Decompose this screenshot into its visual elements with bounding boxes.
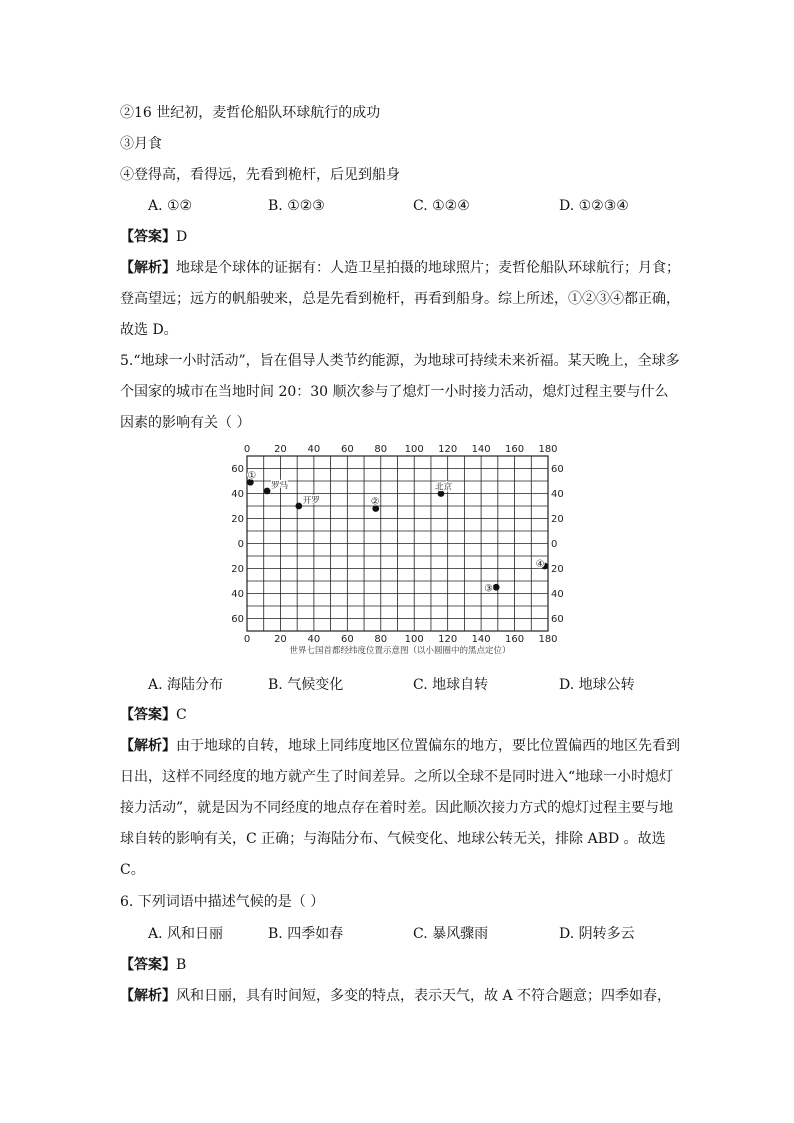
answer-value: C bbox=[176, 707, 187, 723]
q5-answer bbox=[120, 705, 187, 725]
analysis-text: 由于地球的自转，地球上同纬度地区位置偏东的地方，要比位置偏西的地区先看到日出，这样不同经度的地方就产生了时间差异。之所以全球不是同时进入“地球一小时熄灯接力活动”，就是因为不同经度的地点存在着时差。因此顺次接力方式的熄灯过程主要与地球自转的影响有关，C 正确；与海陆分布、气候变化、地球公转无关，排除 ABD 。故选 C。 bbox=[120, 738, 680, 878]
answer-tag: 【答案】 bbox=[120, 707, 176, 723]
lon-tick-bottom: 160 bbox=[505, 634, 525, 645]
q5-analysis bbox=[120, 731, 680, 886]
q6-analysis bbox=[120, 986, 671, 1006]
capital-label: ② bbox=[370, 496, 380, 508]
answer-value: D bbox=[176, 229, 188, 245]
lon-tick-top: 180 bbox=[538, 444, 558, 455]
answer-value: B bbox=[176, 957, 187, 973]
capital-label: ③ bbox=[484, 583, 494, 595]
lon-tick-top: 120 bbox=[438, 444, 458, 455]
map-grid bbox=[247, 456, 548, 631]
q4-option-c: C. ①②④ bbox=[413, 198, 470, 214]
lat-tick-right: 60 bbox=[551, 464, 564, 475]
q6-stem: 6. 下列词语中描述气候的是（ ） bbox=[120, 894, 325, 910]
lon-tick-top: 100 bbox=[404, 444, 424, 455]
lon-tick-top: 160 bbox=[505, 444, 525, 455]
lon-tick-bottom: 0 bbox=[243, 634, 251, 645]
lat-tick-right: 40 bbox=[551, 589, 564, 600]
lon-tick-bottom: 180 bbox=[538, 634, 558, 645]
world-capitals-map bbox=[228, 440, 573, 658]
lon-tick-bottom: 120 bbox=[438, 634, 458, 645]
lon-tick-bottom: 40 bbox=[307, 634, 321, 645]
capital-label: 罗马 bbox=[271, 481, 289, 491]
lon-tick-top: 0 bbox=[243, 444, 251, 455]
q5-stem: 5.“地球一小时活动”，旨在倡导人类节约能源，为地球可持续未来祈福。某天晚上，全球多个国家的城市在当地时间 20：30 顺次参与了熄灯一小时接力活动，熄灯过程主要与什么因素的影响有关（ ） bbox=[120, 353, 680, 431]
analysis-text: 风和日丽，具有时间短，多变的特点，表示天气，故 A 不符合题意；四季如春， bbox=[176, 988, 672, 1004]
lon-tick-bottom: 140 bbox=[471, 634, 491, 645]
analysis-tag: 【解析】 bbox=[120, 260, 176, 276]
q4-option-b: B. ①②③ bbox=[268, 198, 325, 214]
capital-label: ④ bbox=[535, 559, 545, 570]
analysis-tag: 【解析】 bbox=[120, 988, 176, 1004]
q5-option-b: B. 气候变化 bbox=[268, 677, 344, 693]
q6-option-d: D. 阴转多云 bbox=[559, 926, 635, 942]
lon-tick-bottom: 80 bbox=[374, 634, 388, 645]
lon-tick-top: 80 bbox=[374, 444, 388, 455]
q4-item-3: ③月食 bbox=[120, 136, 162, 152]
analysis-tag: 【解析】 bbox=[120, 738, 176, 754]
capital-label: ① bbox=[247, 470, 257, 482]
lat-tick-right: 60 bbox=[551, 614, 564, 625]
q6-option-b: B. 四季如春 bbox=[268, 926, 344, 942]
lon-tick-top: 60 bbox=[340, 444, 354, 455]
map-caption: 世界七国首都经纬度位置示意图（以小圆圈中的黑点定位） bbox=[289, 646, 511, 656]
lat-tick-left: 20 bbox=[231, 514, 244, 525]
lon-tick-top: 140 bbox=[471, 444, 491, 455]
capital-label: 开罗 bbox=[302, 496, 320, 506]
capital-point bbox=[264, 488, 271, 495]
lat-tick-left: 60 bbox=[231, 614, 244, 625]
lat-tick-right: 20 bbox=[551, 564, 564, 575]
lon-tick-top: 20 bbox=[274, 444, 287, 455]
q4-analysis bbox=[120, 253, 680, 346]
q4-answer bbox=[120, 227, 187, 247]
lon-tick-bottom: 100 bbox=[404, 634, 424, 645]
q4-item-4: ④登得高，看得远，先看到桅杆，后见到船身 bbox=[120, 167, 400, 183]
answer-tag: 【答案】 bbox=[120, 229, 176, 245]
lon-tick-bottom: 60 bbox=[340, 634, 354, 645]
lat-tick-right: 20 bbox=[551, 514, 564, 525]
lat-tick-left: 40 bbox=[231, 589, 244, 600]
lon-tick-top: 40 bbox=[307, 444, 321, 455]
analysis-text: 地球是个球体的证据有：人造卫星拍摄的地球照片；麦哲伦船队环球航行；月食；登高望远；远方的帆船驶来，总是先看到桅杆，再看到船身。综上所述，①②③④都正确，故选 D。 bbox=[120, 260, 680, 338]
q6-option-c: C. 暴风骤雨 bbox=[413, 926, 489, 942]
lat-tick-right: 0 bbox=[551, 539, 558, 550]
q6-answer bbox=[120, 955, 186, 975]
capital-point bbox=[295, 503, 302, 510]
q5-option-a: A. 海陆分布 bbox=[148, 677, 224, 693]
capital-label: 北京 bbox=[434, 482, 452, 493]
q4-option-a: A. ①② bbox=[148, 198, 193, 214]
lat-tick-right: 40 bbox=[551, 489, 564, 500]
q6-option-a: A. 风和日丽 bbox=[148, 926, 224, 942]
capital-point bbox=[493, 584, 500, 591]
lat-tick-left: 0 bbox=[237, 539, 244, 550]
lat-tick-left: 20 bbox=[231, 564, 244, 575]
lon-tick-bottom: 20 bbox=[274, 634, 287, 645]
answer-tag: 【答案】 bbox=[120, 957, 176, 973]
q4-option-d: D. ①②③④ bbox=[559, 198, 629, 214]
lat-tick-left: 60 bbox=[231, 464, 244, 475]
q5-option-d: D. 地球公转 bbox=[559, 677, 635, 693]
q4-item-2: ②16 世纪初，麦哲伦船队环球航行的成功 bbox=[120, 105, 381, 121]
lat-tick-left: 40 bbox=[231, 489, 244, 500]
q5-option-c: C. 地球自转 bbox=[413, 677, 489, 693]
